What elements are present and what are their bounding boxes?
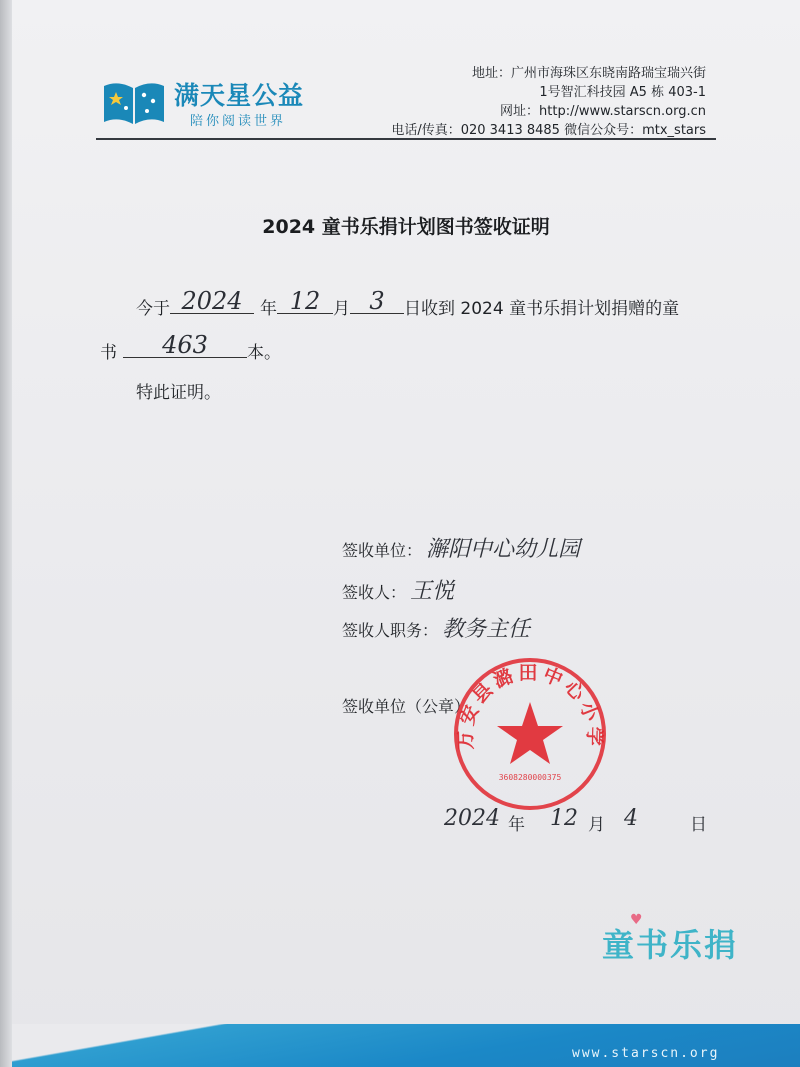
date-day-label: 日 <box>690 815 707 835</box>
address-line-1: 地址：广州市海珠区东晓南路瑞宝瑞兴街 <box>471 66 706 81</box>
date-year-label: 年 <box>508 815 525 835</box>
line1-suffix: 日收到 2024 童书乐捐计划捐赠的童 <box>404 299 680 319</box>
official-seal <box>452 656 608 812</box>
open-book-icon <box>102 80 166 126</box>
address-line-2: 1号智汇科技园 A5 栋 403-1 <box>539 85 706 100</box>
year-blank <box>170 287 254 315</box>
sign-person-handwritten: 王悦 <box>410 579 455 604</box>
count-handwritten: 463 <box>162 331 208 359</box>
org-slogan: 陪你阅读世界 <box>190 114 287 129</box>
seal-star-icon <box>497 702 563 764</box>
sign-unit-label: 签收单位： <box>342 541 423 560</box>
seal-number: 3608280000375 <box>498 773 562 782</box>
header-divider <box>96 138 716 140</box>
sign-title-handwritten: 教务主任 <box>442 617 531 642</box>
date-day-handwritten: 4 <box>624 806 638 831</box>
footer-url: www.starscn.org <box>572 1046 720 1061</box>
sign-unit-handwritten: 澥阳中心幼儿园 <box>426 537 581 562</box>
day-handwritten: 3 <box>369 287 385 315</box>
date-year-handwritten: 2024 <box>444 806 500 831</box>
line2-prefix: 书 <box>100 343 117 363</box>
month-handwritten: 12 <box>289 287 321 315</box>
year-label: 年 <box>260 299 277 319</box>
website-line: 网址：http://www.starscn.org.cn <box>500 104 706 119</box>
month-label: 月 <box>333 299 350 319</box>
seal-label-row <box>342 694 470 717</box>
seal-text: 万安县潞田中心小学 <box>454 661 606 750</box>
brand-text: 童书乐捐 <box>602 926 739 964</box>
heart-icon: ♥ <box>630 912 645 928</box>
line1-prefix: 今于 <box>136 299 170 319</box>
phone-line: 电话/传真：020 3413 8485 微信公众号：mtx_stars <box>391 123 706 138</box>
date-month-handwritten: 12 <box>550 806 578 831</box>
contact-block <box>391 64 706 140</box>
document-title: 2024 童书乐捐计划图书签收证明 <box>262 216 550 238</box>
org-logo <box>102 76 332 132</box>
count-blank <box>123 331 247 359</box>
sign-person-row <box>342 574 454 605</box>
closing-text: 特此证明。 <box>136 383 221 403</box>
seal-label: 签收单位（公章） <box>342 697 471 716</box>
document-page <box>12 0 800 1067</box>
book-donation-brand <box>602 912 739 966</box>
day-blank <box>350 287 404 315</box>
date-month-label: 月 <box>588 815 605 835</box>
sign-person-label: 签收人： <box>342 583 407 602</box>
line2-suffix: 本。 <box>247 343 281 363</box>
sign-title-label: 签收人职务： <box>342 621 439 640</box>
sign-unit-row <box>342 532 580 563</box>
receipt-line-1 <box>136 287 680 319</box>
receipt-line-2 <box>100 331 281 363</box>
sign-title-row <box>342 612 530 643</box>
org-name: 满天星公益 <box>174 81 305 110</box>
year-handwritten: 2024 <box>181 287 243 315</box>
month-blank <box>277 287 333 315</box>
